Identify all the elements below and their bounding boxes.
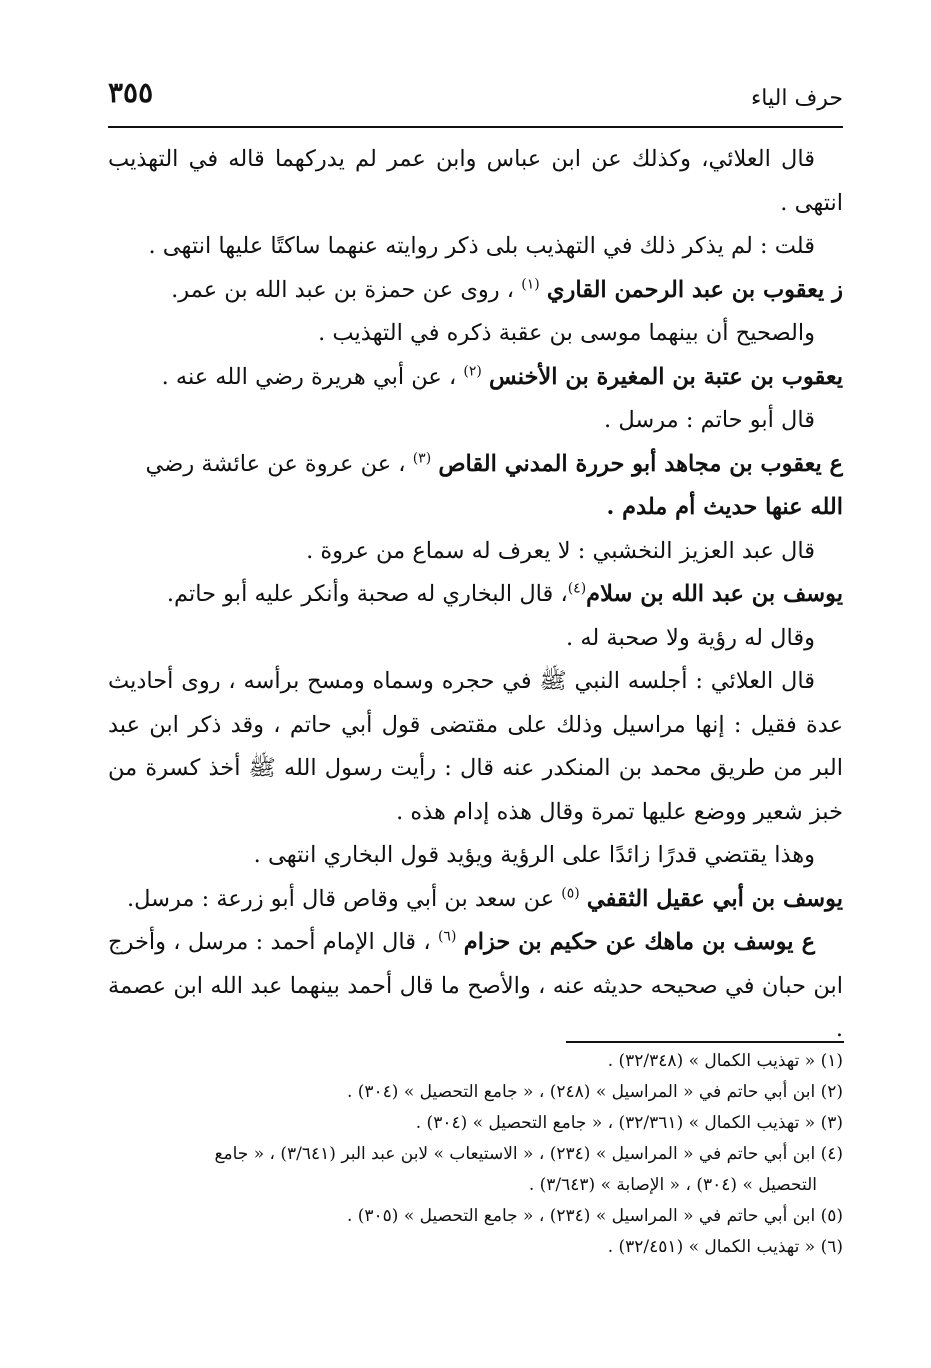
paragraph-text: قلت : لم يذكر ذلك في التهذيب بلى ذكر روايته عنهما ساكتًا عليها انتهى . <box>148 233 815 259</box>
footnote-ref: (٥) <box>561 885 580 901</box>
footnote-separator <box>566 1041 844 1043</box>
paragraph <box>108 312 843 356</box>
footnote-ref: (٦) <box>437 928 457 945</box>
footnote-ref: (١) <box>521 276 540 292</box>
footnote-continued <box>108 1170 843 1201</box>
footnote-text: (٥) ابن أبي حاتم في « المراسيل » (٢٣٤) ، « جامع التحصيل » (٣٠٥) . <box>346 1206 843 1226</box>
paragraph <box>108 399 843 443</box>
footnote-text: (٤) ابن أبي حاتم في « المراسيل » (٢٣٤) ، « الاستيعاب » لابن عبد البر (٣/٦٤١) ، « جامع <box>214 1144 843 1164</box>
paragraph-text: وقال له رؤية ولا صحبة له . <box>566 624 815 651</box>
paragraph <box>108 660 843 834</box>
page-header <box>108 74 843 128</box>
narrator-name: يوسف بن أبي عقيل الثقفي <box>586 885 843 912</box>
paragraph-text: قال العلائي : أجلسه النبي ﷺ في حجره وسماه ومسح برأسه ، روى أحاديث عدة فقيل : إنها مراسيل وذلك على مقتضى قول أبي حاتم ، وقد ذكر ابن عبد البر من طريق محمد بن المنكدر عنه قال : رأيت رسول الله ﷺ أخذ كسرة من خبز شعير ووضع عليها تمرة وقال هذه إدام هذه . <box>108 668 843 825</box>
narrator-name: يوسف بن عبد الله بن سلام <box>586 581 843 607</box>
paragraph <box>108 138 843 225</box>
narrator-entry <box>108 443 843 530</box>
paragraph <box>108 834 843 878</box>
narrator-entry <box>108 356 843 400</box>
page-number: ٣٥٥ <box>108 76 154 109</box>
narrator-entry <box>108 573 843 617</box>
footnote <box>108 1201 843 1232</box>
entry-text: ، عن عروة عن عائشة رضي <box>145 450 413 477</box>
paragraph <box>108 530 843 574</box>
entry-text-continued: الله عنها حديث أم ملدم . <box>606 494 843 520</box>
main-text <box>108 138 843 1052</box>
narrator-name: ز يعقوب بن عبد الرحمن القاري <box>546 276 843 303</box>
paragraph <box>108 617 843 661</box>
footnote-ref: (٣) <box>412 450 432 466</box>
narrator-entry <box>108 921 843 1052</box>
footnote <box>108 1232 843 1263</box>
narrator-name: يعقوب بن عتبة بن المغيرة بن الأخنس <box>489 363 843 390</box>
footnote-ref: (٤) <box>567 580 587 597</box>
footnote-text: (١) « تهذيب الكمال » (٣٢/٣٤٨) . <box>607 1051 843 1071</box>
paragraph-text: وهذا يقتضي قدرًا زائدًا على الرؤية ويؤيد قول البخاري انتهى . <box>253 842 815 868</box>
footnote <box>108 1108 843 1139</box>
paragraph <box>108 225 843 269</box>
footnote-text: (٣) « تهذيب الكمال » (٣٢/٣٦١) ، « جامع التحصيل » (٣٠٤) . <box>415 1113 843 1133</box>
running-title: حرف الياء <box>750 86 843 111</box>
entry-text: ، قال البخاري له صحبة وأنكر عليه أبو حاتم. <box>166 581 568 607</box>
entry-text: عن سعد بن أبي وقاص قال أبو زرعة : مرسل. <box>126 885 562 912</box>
footnote-ref: (٢) <box>463 363 482 379</box>
entry-text: ، روى عن حمزة بن عبد الله بن عمر. <box>171 276 522 303</box>
footnote <box>108 1046 843 1077</box>
paragraph-text: والصحيح أن بينهما موسى بن عقبة ذكره في التهذيب . <box>318 320 815 346</box>
narrator-name: ع يعقوب بن مجاهد أبو حررة المدني القاص <box>438 450 843 477</box>
entry-text: ، قال الإمام أحمد : مرسل ، وأخرج ابن حبان في صحيحه حديثه عنه ، والأصح ما قال أحمد بينهما عبد الله ابن عصمة . <box>108 929 843 1042</box>
paragraph-text: قال عبد العزيز النخشبي : لا يعرف له سماع من عروة . <box>306 537 815 564</box>
narrator-entry <box>108 269 843 313</box>
footnotes <box>108 1046 843 1263</box>
paragraph-text: قال العلائي، وكذلك عن ابن عباس وابن عمر لم يدركهما قاله في التهذيب انتهى . <box>108 146 843 216</box>
narrator-entry <box>108 878 843 922</box>
footnote-text: (٢) ابن أبي حاتم في « المراسيل » (٢٤٨) ، « جامع التحصيل » (٣٠٤) . <box>346 1082 843 1102</box>
narrator-name: ع يوسف بن ماهك عن حكيم بن حزام <box>463 929 815 955</box>
footnote-text: (٦) « تهذيب الكمال » (٣٢/٤٥١) . <box>607 1237 843 1257</box>
footnote-text: التحصيل » (٣٠٤) ، « الإصابة » (٣/٦٤٣) . <box>528 1175 817 1195</box>
footnote <box>108 1139 843 1170</box>
paragraph-text: قال أبو حاتم : مرسل . <box>604 407 815 433</box>
entry-text: ، عن أبي هريرة رضي الله عنه . <box>161 363 464 390</box>
footnote <box>108 1077 843 1108</box>
